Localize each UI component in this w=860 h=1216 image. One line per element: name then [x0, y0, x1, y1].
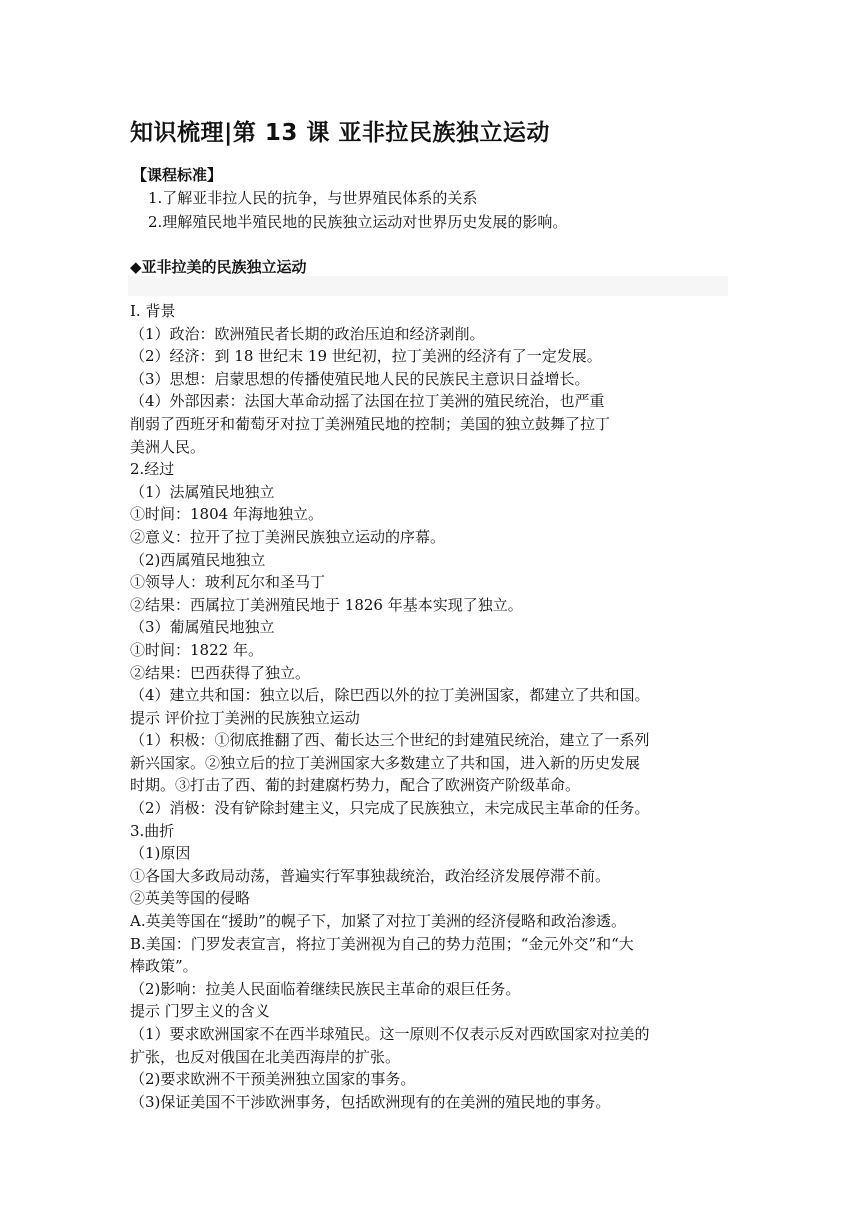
body-line: ①各国大多政局动荡，普遍实行军事独裁统治，政治经济发展停滞不前。 — [130, 866, 611, 885]
body-line: （2)要求欧洲不干预美洲独立国家的事务。 — [130, 1070, 416, 1089]
body-line: 2.经过 — [130, 460, 175, 479]
body-line: 提示 评价拉丁美洲的民族独立运动 — [130, 708, 360, 727]
body-line: B.美国：门罗发表宣言，将拉丁美洲视为自己的势力范围；“金元外交”和“大 — [130, 934, 634, 953]
document-title: 知识梳理|第 13 课 亚非拉民族独立运动 — [130, 120, 550, 146]
body-line: ②结果：巴西获得了独立。 — [130, 663, 311, 682]
body-line: （4）外部因素：法国大革命动摇了法国在拉丁美洲的殖民统治，也严重 — [130, 392, 605, 411]
body-line: 3.曲折 — [130, 821, 175, 840]
standard-item: 1.了解亚非拉人民的抗争，与世界殖民体系的关系 — [148, 189, 478, 207]
body-line: I. 背景 — [130, 302, 176, 320]
body-line: （1）要求欧洲国家不在西半球殖民。这一原则不仅表示反对西欧国家对拉美的 — [130, 1025, 650, 1043]
body-line: ①时间：1822 年。 — [130, 640, 263, 659]
body-line: （1）法属殖民地独立 — [130, 482, 275, 501]
standard-item: 2.理解殖民地半殖民地的民族独立运动对世界历史发展的影响。 — [148, 213, 568, 231]
body-line: 提示 门罗主义的含义 — [130, 1002, 270, 1021]
body-line: 棒政策”。 — [130, 957, 198, 976]
body-line: （2)西属殖民地独立 — [130, 550, 266, 569]
body-line: 削弱了西班牙和葡萄牙对拉丁美洲殖民地的控制；美国的独立鼓舞了拉丁 — [130, 414, 611, 433]
body-line: （1）政治：欧洲殖民者长期的政治压迫和经济剥削。 — [130, 324, 485, 343]
body-line: （2）消极：没有铲除封建主义，只完成了民族独立，未完成民主革命的任务。 — [130, 799, 650, 818]
body-line: ②结果：西属拉丁美洲殖民地于 1826 年基本实现了独立。 — [130, 595, 523, 614]
body-line: （1）积极：①彻底推翻了西、葡长达三个世纪的封建殖民统治，建立了一系列 — [130, 731, 650, 750]
body-line: ②英美等国的侵略 — [130, 889, 251, 908]
body-line: 扩张，也反对俄国在北美西海岸的扩张。 — [130, 1047, 401, 1066]
body-line: 美洲人民。 — [130, 437, 206, 456]
section-body — [130, 300, 730, 1113]
curriculum-standards-list — [148, 186, 567, 234]
body-line: （3)保证美国不干涉欧洲事务，包括欧洲现有的在美洲的殖民地的事务。 — [130, 1092, 611, 1111]
body-line: A.英美等国在“援助”的幌子下，加紧了对拉丁美洲的经济侵略和政治渗透。 — [130, 912, 626, 931]
body-line: （2)影响：拉美人民面临着继续民族民主革命的艰巨任务。 — [130, 979, 521, 998]
section-title: ◆亚非拉美的民族独立运动 — [130, 258, 307, 276]
body-line: （3）葡属殖民地独立 — [130, 618, 275, 637]
body-line: （2）经济：到 18 世纪末 19 世纪初，拉丁美洲的经济有了一定发展。 — [130, 347, 602, 366]
body-line: ①领导人：玻利瓦尔和圣马丁 — [130, 573, 326, 592]
body-line: 时期。③打击了西、葡的封建腐朽势力，配合了欧洲资产阶级革命。 — [130, 776, 581, 795]
body-line: （3）思想：启蒙思想的传播使殖民地人民的民族民主意识日益增长。 — [130, 369, 590, 388]
body-line: ②意义：拉开了拉丁美洲民族独立运动的序幕。 — [130, 527, 446, 546]
body-line: 新兴国家。②独立后的拉丁美洲国家大多数建立了共和国，进入新的历史发展 — [130, 753, 641, 772]
curriculum-standards-heading: 【课程标准】 — [132, 166, 223, 184]
shaded-divider — [128, 276, 728, 296]
body-line: （4）建立共和国：独立以后，除巴西以外的拉丁美洲国家，都建立了共和国。 — [130, 686, 650, 705]
body-line: ①时间：1804 年海地独立。 — [130, 505, 323, 524]
body-line: （1)原因 — [130, 844, 191, 863]
